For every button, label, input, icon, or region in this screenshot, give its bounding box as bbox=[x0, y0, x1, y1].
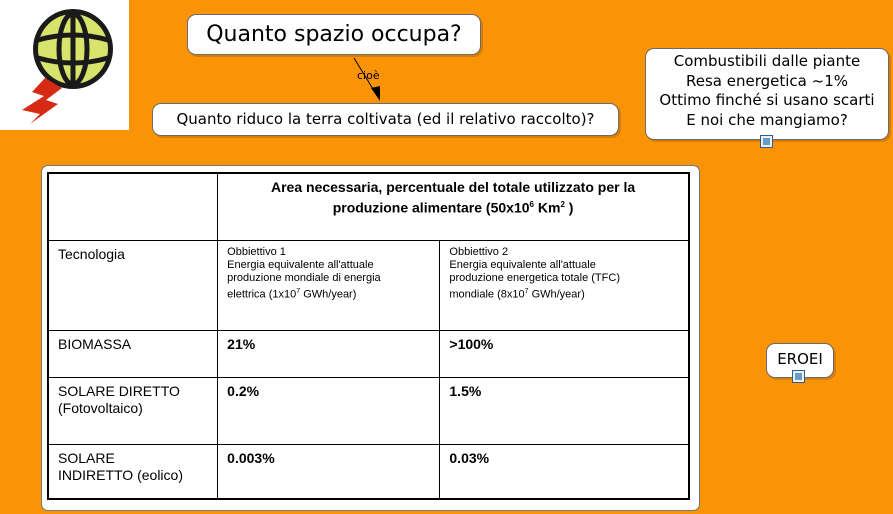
value-cell: 21% bbox=[218, 330, 440, 377]
row-label: SOLARE INDIRETTO (eolico) bbox=[48, 444, 218, 499]
objective-1-cell: Obbiettivo 1 Energia equivalente all'attuale produzione mondiale di energia elettrica ($1x10^7$ GWh/year) bbox=[218, 240, 440, 330]
note-icon[interactable] bbox=[760, 135, 773, 148]
row-label: BIOMASSA bbox=[48, 330, 218, 377]
combustibili-line: Combustibili dalle piante bbox=[673, 52, 861, 70]
value-cell: >100% bbox=[440, 330, 689, 377]
table-header: Area necessaria, percentuale del totale utilizzato per la produzione alimentare ($50x10^6$ Km$^2$ ) bbox=[218, 173, 689, 240]
table-row bbox=[48, 444, 689, 499]
eroei-node[interactable]: EROEI bbox=[766, 343, 834, 378]
table-row bbox=[48, 330, 689, 377]
row-label: SOLARE DIRETTO (Fotovoltaico) bbox=[48, 377, 218, 444]
connector-label: cioè bbox=[357, 69, 380, 82]
value-cell: 0.003% bbox=[218, 444, 440, 499]
value-cell: 0.03% bbox=[440, 444, 689, 499]
combustibili-node[interactable] bbox=[645, 48, 889, 140]
combustibili-line: Resa energetica ~1% bbox=[686, 71, 848, 90]
table-corner-cell bbox=[48, 173, 218, 240]
value-cell: 1.5% bbox=[440, 377, 689, 444]
tech-label: Tecnologia bbox=[48, 240, 218, 330]
value-cell: 0.2% bbox=[218, 377, 440, 444]
note-icon[interactable] bbox=[792, 370, 805, 383]
main-topic[interactable]: Quanto spazio occupa? bbox=[187, 14, 481, 55]
subtopic-node[interactable]: Quanto riduco la terra coltivata (ed il relativo raccolto)? bbox=[152, 103, 619, 136]
combustibili-line: E noi che mangiamo? bbox=[686, 110, 848, 129]
objective-2-cell: Obbiettivo 2 Energia equivalente all'attuale produzione energetica totale (TFC) mondiale ($8x10^7$ GWh/year) bbox=[440, 240, 689, 330]
area-table bbox=[47, 172, 690, 500]
table-row bbox=[48, 377, 689, 444]
combustibili-line: Ottimo finché si usano scarti bbox=[659, 91, 875, 109]
